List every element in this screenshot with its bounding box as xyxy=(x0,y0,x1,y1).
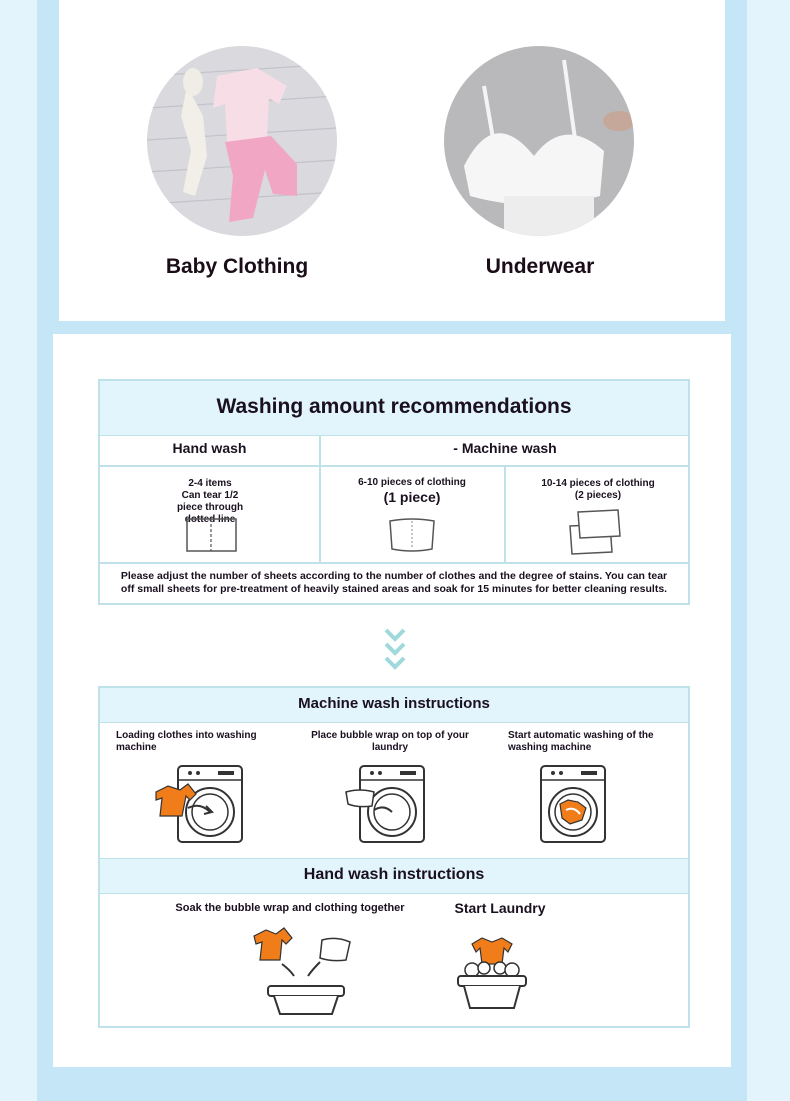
machine-instructions-title: Machine wash instructions xyxy=(100,688,688,723)
category-label-baby: Baby Clothing xyxy=(165,255,309,278)
hand-step-2-text: Start Laundry xyxy=(454,900,546,916)
washing-note: Please adjust the number of sheets according to the number of clothes and the degree of stains. You can tear off small sheets for pre-treatment of heavily stained areas and soak for 15 minutes for better cleaning results. xyxy=(120,570,668,595)
chevron-down-icon xyxy=(383,627,407,673)
hand-wash-header: Hand wash xyxy=(172,440,247,456)
hand-instructions-title: Hand wash instructions xyxy=(100,858,688,894)
soak-basin-icon xyxy=(246,926,366,1016)
laundry-basin-icon xyxy=(452,936,532,1016)
machine-step-3-text: Start automatic washing of the washing machine xyxy=(508,730,654,753)
machine-wash-header: - Machine wash xyxy=(453,440,557,456)
half-sheet-icon xyxy=(184,515,240,555)
machine-step-1-text: Loading clothes into washing machine xyxy=(116,730,257,753)
machine-small-text: 6-10 pieces of clothing (1 piece) xyxy=(358,477,466,505)
divider xyxy=(100,465,688,467)
washing-amount-title: Washing amount recommendations xyxy=(100,381,688,436)
washing-machine-bubble-icon xyxy=(340,764,430,848)
hand-step-1-text: Soak the bubble wrap and clothing together xyxy=(175,902,405,914)
one-sheet-icon xyxy=(386,515,438,555)
underwear-photo xyxy=(444,46,634,236)
instructions-table xyxy=(98,686,690,1028)
divider xyxy=(100,562,688,564)
machine-step-2-text: Place bubble wrap on top of your laundry xyxy=(311,730,469,753)
category-label-underwear: Underwear xyxy=(485,255,595,278)
baby-clothing-photo xyxy=(147,46,337,236)
washing-amount-table xyxy=(98,379,690,605)
washing-machine-start-icon xyxy=(538,764,608,848)
machine-large-text: 10-14 pieces of clothing (2 pieces) xyxy=(541,478,655,501)
hand-amount-text: 2-4 items Can tear 1/2 piece through dotted line xyxy=(176,478,244,525)
two-sheets-icon xyxy=(564,506,626,558)
washing-machine-load-icon xyxy=(148,764,248,848)
